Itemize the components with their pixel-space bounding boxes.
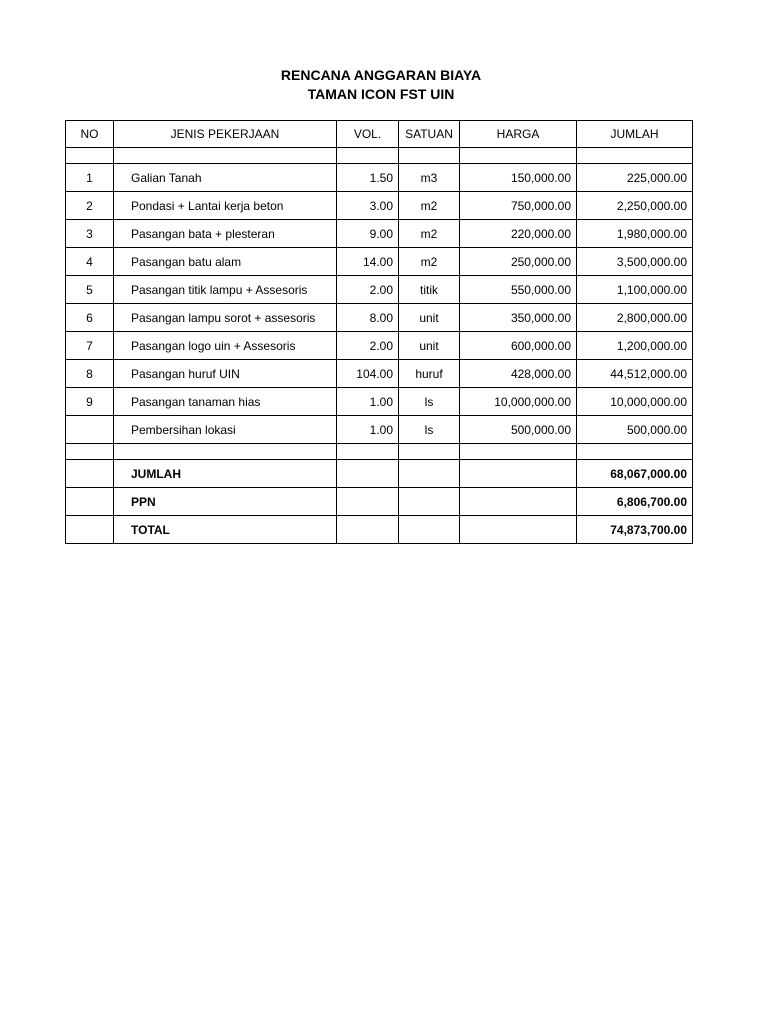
cell-empty xyxy=(399,460,460,488)
cell-jumlah: 1,100,000.00 xyxy=(577,276,693,304)
blank-cell xyxy=(337,444,399,460)
cell-jenis-pekerjaan: Pembersihan lokasi xyxy=(114,416,337,444)
cell-empty xyxy=(337,488,399,516)
cell-satuan: m2 xyxy=(399,248,460,276)
cell-empty xyxy=(399,488,460,516)
cell-no: 6 xyxy=(66,304,114,332)
table-row xyxy=(66,164,693,192)
budget-table xyxy=(65,120,693,544)
cell-empty xyxy=(66,516,114,544)
summary-value: 74,873,700.00 xyxy=(577,516,693,544)
summary-label: PPN xyxy=(114,488,337,516)
cell-harga: 600,000.00 xyxy=(460,332,577,360)
cell-vol: 1.00 xyxy=(337,388,399,416)
cell-harga: 250,000.00 xyxy=(460,248,577,276)
document-subtitle: TAMAN ICON FST UIN xyxy=(307,86,455,102)
blank-row xyxy=(66,148,693,164)
summary-row xyxy=(66,488,693,516)
cell-jumlah: 10,000,000.00 xyxy=(577,388,693,416)
cell-no: 3 xyxy=(66,220,114,248)
cell-vol: 8.00 xyxy=(337,304,399,332)
table-row xyxy=(66,332,693,360)
cell-satuan: huruf xyxy=(399,360,460,388)
cell-no: 5 xyxy=(66,276,114,304)
summary-label: TOTAL xyxy=(114,516,337,544)
header-satuan: SATUAN xyxy=(399,121,460,148)
table-header-row xyxy=(66,121,693,148)
cell-jumlah: 44,512,000.00 xyxy=(577,360,693,388)
cell-empty xyxy=(337,460,399,488)
cell-empty xyxy=(66,488,114,516)
cell-no: 9 xyxy=(66,388,114,416)
header-jumlah: JUMLAH xyxy=(577,121,693,148)
blank-cell xyxy=(460,148,577,164)
cell-vol: 2.00 xyxy=(337,276,399,304)
cell-no: 7 xyxy=(66,332,114,360)
cell-harga: 10,000,000.00 xyxy=(460,388,577,416)
cell-vol: 3.00 xyxy=(337,192,399,220)
cell-satuan: ls xyxy=(399,416,460,444)
cell-jenis-pekerjaan: Pondasi + Lantai kerja beton xyxy=(114,192,337,220)
cell-jumlah: 500,000.00 xyxy=(577,416,693,444)
table-row xyxy=(66,416,693,444)
cell-jumlah: 2,800,000.00 xyxy=(577,304,693,332)
table-row xyxy=(66,192,693,220)
cell-harga: 550,000.00 xyxy=(460,276,577,304)
blank-cell xyxy=(460,444,577,460)
cell-satuan: m2 xyxy=(399,220,460,248)
cell-harga: 220,000.00 xyxy=(460,220,577,248)
blank-cell xyxy=(66,444,114,460)
cell-satuan: unit xyxy=(399,332,460,360)
blank-cell xyxy=(399,444,460,460)
cell-satuan: m3 xyxy=(399,164,460,192)
blank-cell xyxy=(577,148,693,164)
blank-cell xyxy=(114,148,337,164)
budget-table-body xyxy=(66,121,693,544)
header-harga: HARGA xyxy=(460,121,577,148)
cell-jenis-pekerjaan: Pasangan tanaman hias xyxy=(114,388,337,416)
cell-vol: 1.00 xyxy=(337,416,399,444)
cell-no: 2 xyxy=(66,192,114,220)
cell-harga: 150,000.00 xyxy=(460,164,577,192)
cell-jenis-pekerjaan: Pasangan logo uin + Assesoris xyxy=(114,332,337,360)
cell-no: 8 xyxy=(66,360,114,388)
summary-label: JUMLAH xyxy=(114,460,337,488)
table-row xyxy=(66,248,693,276)
cell-jenis-pekerjaan: Pasangan bata + plesteran xyxy=(114,220,337,248)
cell-satuan: titik xyxy=(399,276,460,304)
summary-value: 68,067,000.00 xyxy=(577,460,693,488)
blank-cell xyxy=(337,148,399,164)
cell-empty xyxy=(399,516,460,544)
cell-jenis-pekerjaan: Pasangan huruf UIN xyxy=(114,360,337,388)
blank-cell xyxy=(66,148,114,164)
cell-empty xyxy=(337,516,399,544)
table-row xyxy=(66,360,693,388)
table-row xyxy=(66,388,693,416)
cell-jenis-pekerjaan: Pasangan lampu sorot + assesoris xyxy=(114,304,337,332)
cell-jenis-pekerjaan: Pasangan titik lampu + Assesoris xyxy=(114,276,337,304)
blank-cell xyxy=(114,444,337,460)
cell-vol: 104.00 xyxy=(337,360,399,388)
cell-empty xyxy=(66,460,114,488)
blank-row xyxy=(66,444,693,460)
cell-satuan: ls xyxy=(399,388,460,416)
header-no: NO xyxy=(66,121,114,148)
summary-row xyxy=(66,460,693,488)
summary-value: 6,806,700.00 xyxy=(577,488,693,516)
table-row xyxy=(66,304,693,332)
cell-no: 1 xyxy=(66,164,114,192)
header-jenis-pekerjaan: JENIS PEKERJAAN xyxy=(114,121,337,148)
cell-satuan: unit xyxy=(399,304,460,332)
cell-harga: 350,000.00 xyxy=(460,304,577,332)
cell-jenis-pekerjaan: Pasangan batu alam xyxy=(114,248,337,276)
cell-jenis-pekerjaan: Galian Tanah xyxy=(114,164,337,192)
summary-row xyxy=(66,516,693,544)
cell-jumlah: 2,250,000.00 xyxy=(577,192,693,220)
cell-no: 4 xyxy=(66,248,114,276)
cell-vol: 1.50 xyxy=(337,164,399,192)
cell-no xyxy=(66,416,114,444)
cell-vol: 2.00 xyxy=(337,332,399,360)
cell-vol: 14.00 xyxy=(337,248,399,276)
cell-empty xyxy=(460,488,577,516)
blank-cell xyxy=(577,444,693,460)
cell-jumlah: 3,500,000.00 xyxy=(577,248,693,276)
table-row xyxy=(66,220,693,248)
cell-satuan: m2 xyxy=(399,192,460,220)
blank-cell xyxy=(399,148,460,164)
cell-harga: 500,000.00 xyxy=(460,416,577,444)
cell-vol: 9.00 xyxy=(337,220,399,248)
header-vol: VOL. xyxy=(337,121,399,148)
cell-empty xyxy=(460,460,577,488)
document-title: RENCANA ANGGARAN BIAYA xyxy=(280,67,482,83)
cell-jumlah: 1,980,000.00 xyxy=(577,220,693,248)
cell-harga: 428,000.00 xyxy=(460,360,577,388)
cell-empty xyxy=(460,516,577,544)
cell-jumlah: 1,200,000.00 xyxy=(577,332,693,360)
cell-harga: 750,000.00 xyxy=(460,192,577,220)
cell-jumlah: 225,000.00 xyxy=(577,164,693,192)
table-row xyxy=(66,276,693,304)
document-title-block xyxy=(0,66,762,104)
